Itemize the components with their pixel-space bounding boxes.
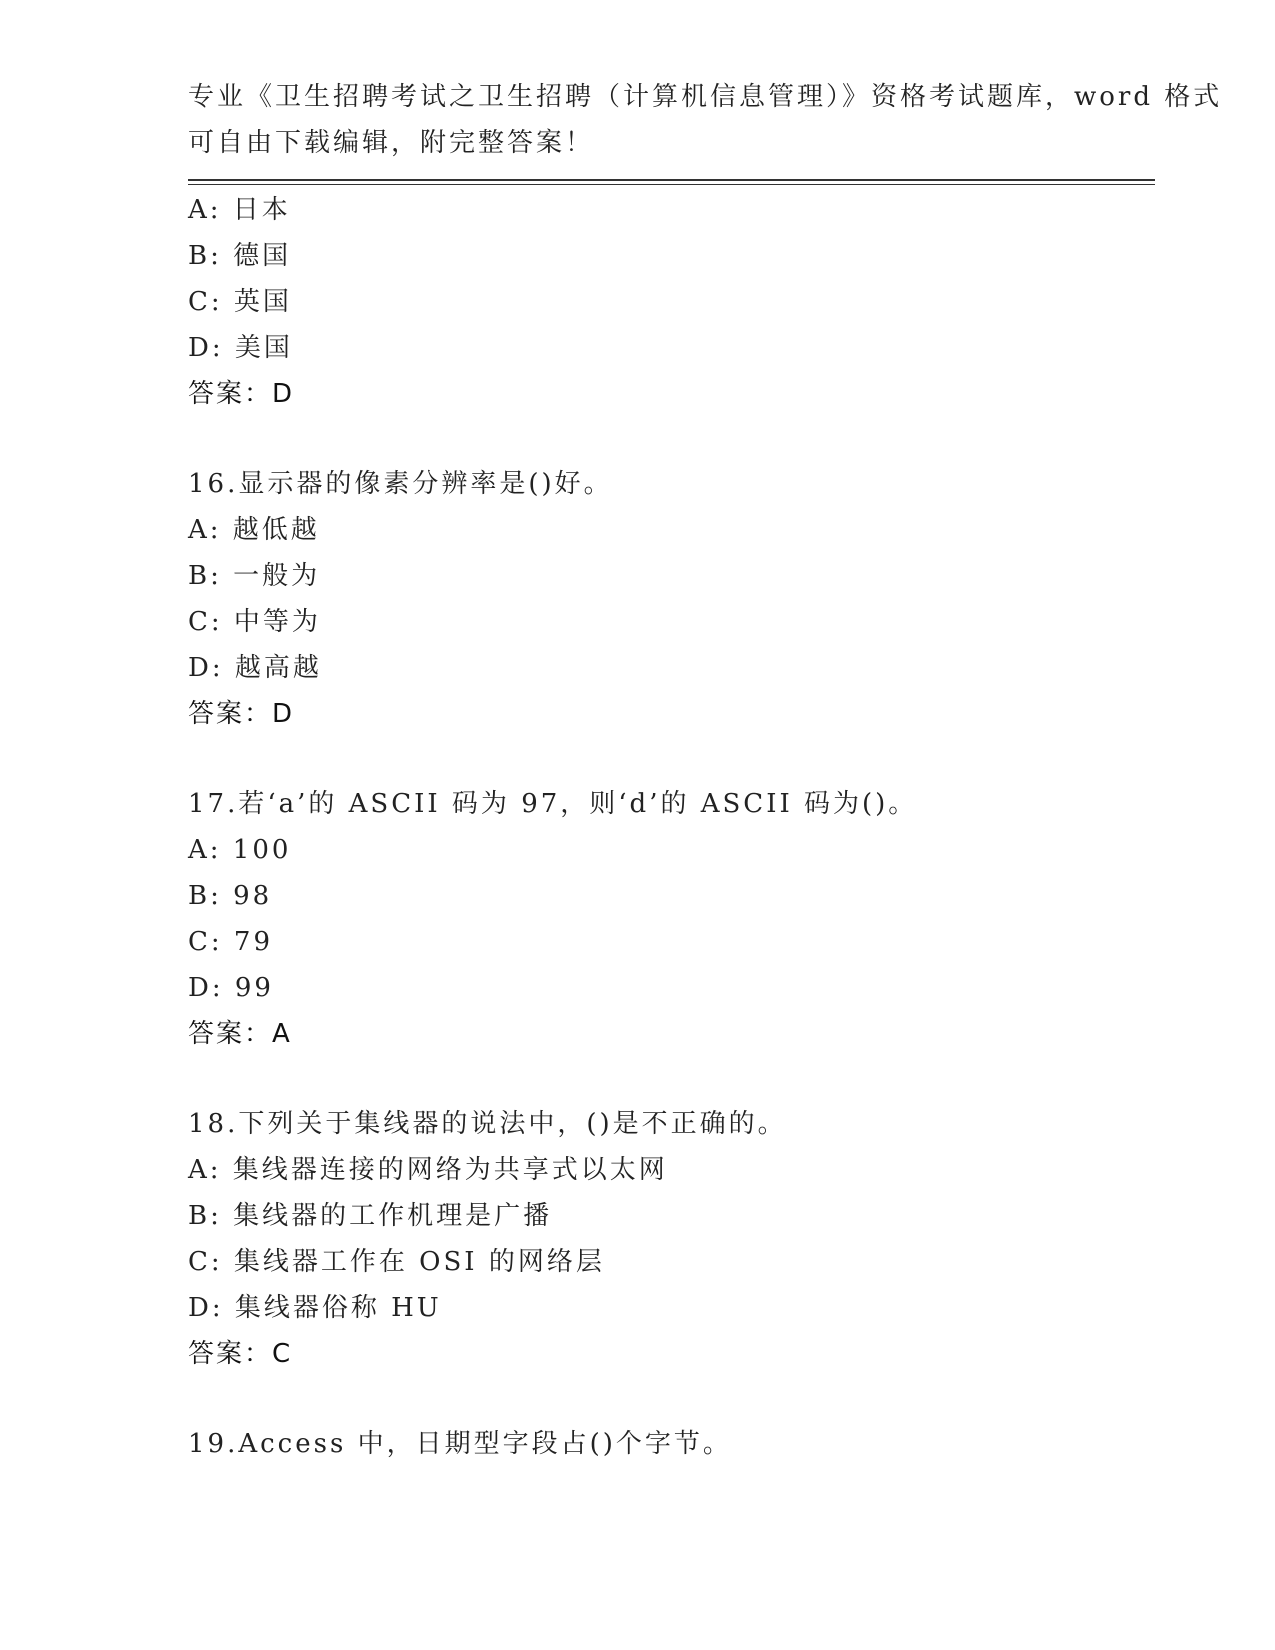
question-text: 17.若‘a’的 ASCII 码为 97，则‘d’的 ASCII 码为()。 [188, 789, 918, 819]
option-c: C: 英国 [188, 287, 292, 317]
question-text: 18.下列关于集线器的说法中，()是不正确的。 [188, 1109, 787, 1139]
header-line-1: 专业《卫生招聘考试之卫生招聘（计算机信息管理）》资格考试题库，word 格式 [188, 82, 1223, 112]
question-block-16 [188, 461, 1148, 737]
question-block-18 [188, 1101, 1148, 1377]
option-a: A: 100 [188, 835, 292, 865]
header-divider-thick [188, 179, 1155, 181]
answer-line: 答案：D [188, 699, 295, 729]
answer-line: 答案：D [188, 379, 295, 409]
answer-line: 答案：C [188, 1339, 293, 1369]
spacer [188, 1377, 1148, 1421]
option-c: C: 79 [188, 927, 274, 957]
option-d: D: 越高越 [188, 653, 322, 683]
spacer [188, 417, 1148, 461]
option-b: B: 集线器的工作机理是广播 [188, 1201, 553, 1231]
spacer [188, 737, 1148, 781]
header-line-2: 可自由下载编辑，附完整答案！ [188, 128, 595, 158]
spacer [188, 1057, 1148, 1101]
option-c: C: 集线器工作在 OSI 的网络层 [188, 1247, 605, 1277]
document-header [188, 74, 1223, 166]
question-block-19 [188, 1421, 1148, 1467]
option-d: D: 99 [188, 973, 274, 1003]
option-b: B: 德国 [188, 241, 292, 271]
option-a: A: 越低越 [188, 515, 320, 545]
question-text: 16.显示器的像素分辨率是()好。 [188, 469, 613, 499]
question-list [188, 187, 1148, 1467]
option-d: D: 美国 [188, 333, 293, 363]
header-divider-thin [188, 184, 1155, 185]
question-block-17 [188, 781, 1148, 1057]
option-b: B: 一般为 [188, 561, 321, 591]
question-block-15 [188, 187, 1148, 417]
option-b: B: 98 [188, 881, 273, 911]
option-a: A: 日本 [188, 195, 291, 225]
option-d: D: 集线器俗称 HU [188, 1293, 442, 1323]
option-a: A: 集线器连接的网络为共享式以太网 [188, 1155, 668, 1185]
question-text: 19.Access 中，日期型字段占()个字节。 [188, 1429, 732, 1459]
option-c: C: 中等为 [188, 607, 321, 637]
answer-line: 答案：A [188, 1019, 292, 1049]
